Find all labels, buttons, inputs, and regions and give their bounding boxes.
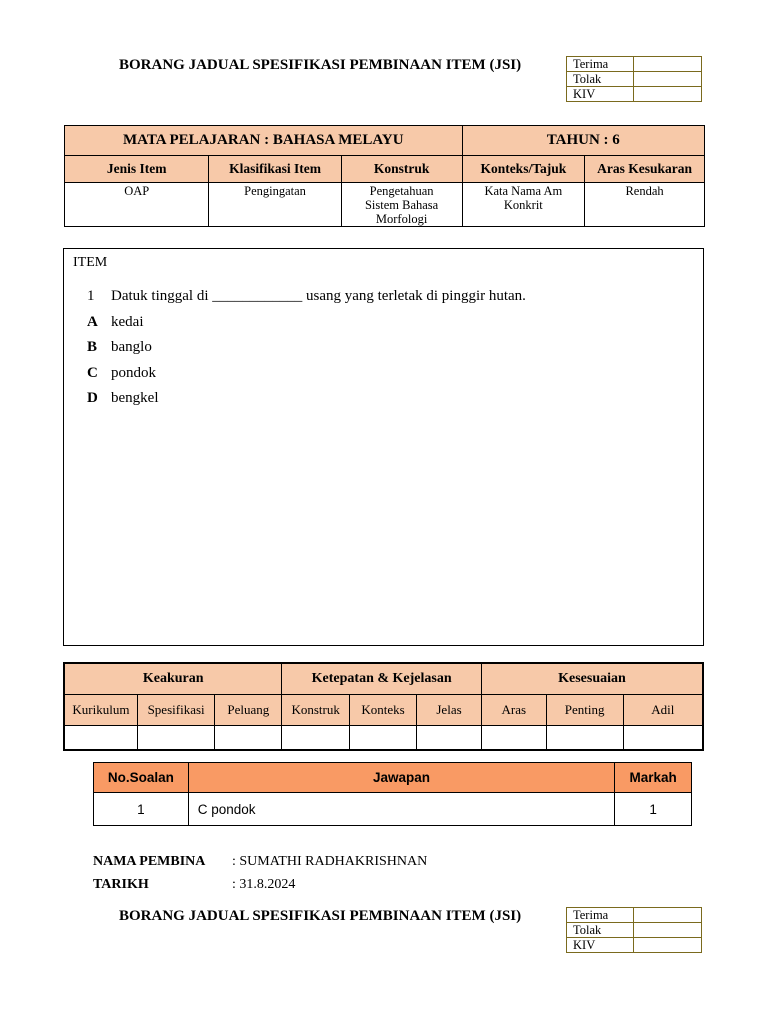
answer-header-markah: Markah — [615, 763, 692, 793]
check-konteks[interactable] — [349, 726, 416, 751]
status-tolak-label: Tolak — [567, 72, 634, 87]
check-peluang[interactable] — [215, 726, 282, 751]
check-kurikulum[interactable] — [64, 726, 137, 751]
footer-form-title: BORANG JADUAL SPESIFIKASI PEMBINAAN ITEM (JSI) — [119, 908, 522, 924]
check-spesifikasi[interactable] — [137, 726, 214, 751]
check-adil[interactable] — [623, 726, 703, 751]
footer-status-tolak-label: Tolak — [567, 923, 634, 938]
group-ketepatan-kejelasan: Ketepatan & Kejelasan — [282, 663, 482, 695]
check-konstruk[interactable] — [282, 726, 350, 751]
status-terima-box[interactable] — [634, 57, 702, 72]
tarikh-label: TARIKH — [93, 876, 149, 892]
author-info — [93, 850, 427, 896]
option-d-key: D — [87, 390, 98, 406]
sub-peluang: Peluang — [215, 695, 282, 726]
value-aras-kesukaran: Rendah — [585, 183, 705, 227]
item-label: ITEM — [73, 255, 108, 270]
sub-konstruk: Konstruk — [282, 695, 350, 726]
option-c — [87, 365, 526, 391]
status-table — [566, 56, 702, 102]
year-cell: TAHUN : 6 — [462, 126, 704, 156]
sub-adil: Adil — [623, 695, 703, 726]
option-c-text: pondok — [111, 364, 156, 381]
status-kiv-label: KIV — [567, 87, 634, 102]
option-b — [87, 339, 526, 365]
question-text: Datuk tinggal di ____________ usang yang terletak di pinggir hutan. — [111, 288, 526, 304]
value-jenis-item: OAP — [65, 183, 209, 227]
status-tolak-box[interactable] — [634, 72, 702, 87]
footer-status-kiv-box[interactable] — [634, 938, 702, 953]
sub-aras: Aras — [481, 695, 546, 726]
value-konteks-tajuk: Kata Nama Am Konkrit — [462, 183, 585, 227]
question-number: 1 — [87, 288, 95, 304]
col-klasifikasi-item: Klasifikasi Item — [209, 156, 341, 183]
option-b-key: B — [87, 339, 98, 355]
answer-no: 1 — [94, 793, 189, 826]
group-kesesuaian: Kesesuaian — [481, 663, 703, 695]
option-a-key: A — [87, 313, 98, 330]
option-a-text: kedai — [111, 313, 144, 330]
col-jenis-item: Jenis Item — [65, 156, 209, 183]
status-terima-label: Terima — [567, 57, 634, 72]
option-b-text: banglo — [111, 339, 152, 355]
check-jelas[interactable] — [417, 726, 482, 751]
subject-cell: MATA PELAJARAN : BAHASA MELAYU — [65, 126, 463, 156]
footer-status-kiv-label: KIV — [567, 938, 634, 953]
question-stem — [87, 288, 526, 314]
sub-spesifikasi: Spesifikasi — [137, 695, 214, 726]
tarikh-value: : 31.8.2024 — [232, 876, 296, 892]
pembina-value: : SUMATHI RADHAKRISHNAN — [232, 853, 428, 869]
answer-jawapan: C pondok — [188, 793, 614, 826]
check-aras[interactable] — [481, 726, 546, 751]
item-box — [63, 248, 704, 646]
footer-status-table — [566, 907, 702, 953]
sub-konteks: Konteks — [349, 695, 416, 726]
value-konstruk: Pengetahuan Sistem Bahasa Morfologi — [341, 183, 462, 227]
footer-status-terima-box[interactable] — [634, 908, 702, 923]
answer-header-no: No.Soalan — [94, 763, 189, 793]
item-meta-table — [64, 125, 705, 227]
answer-table — [93, 762, 692, 826]
option-a — [87, 314, 526, 340]
answer-header-jawapan: Jawapan — [188, 763, 614, 793]
col-konteks-tajuk: Konteks/Tajuk — [462, 156, 585, 183]
sub-kurikulum: Kurikulum — [64, 695, 137, 726]
check-penting[interactable] — [546, 726, 623, 751]
pembina-row — [93, 850, 427, 873]
footer-status-tolak-box[interactable] — [634, 923, 702, 938]
pembina-label: NAMA PEMBINA — [93, 853, 206, 869]
question-block — [87, 288, 526, 416]
option-c-key: C — [87, 364, 98, 381]
col-aras-kesukaran: Aras Kesukaran — [585, 156, 705, 183]
answer-markah: 1 — [615, 793, 692, 826]
tarikh-row — [93, 873, 427, 896]
value-klasifikasi-item: Pengingatan — [209, 183, 341, 227]
sub-jelas: Jelas — [417, 695, 482, 726]
form-title: BORANG JADUAL SPESIFIKASI PEMBINAAN ITEM (JSI) — [119, 57, 522, 73]
col-konstruk: Konstruk — [341, 156, 462, 183]
status-kiv-box[interactable] — [634, 87, 702, 102]
footer-status-terima-label: Terima — [567, 908, 634, 923]
evaluation-table — [63, 662, 704, 751]
sub-penting: Penting — [546, 695, 623, 726]
option-d — [87, 390, 526, 416]
group-keakuran: Keakuran — [64, 663, 282, 695]
option-d-text: bengkel — [111, 390, 159, 406]
